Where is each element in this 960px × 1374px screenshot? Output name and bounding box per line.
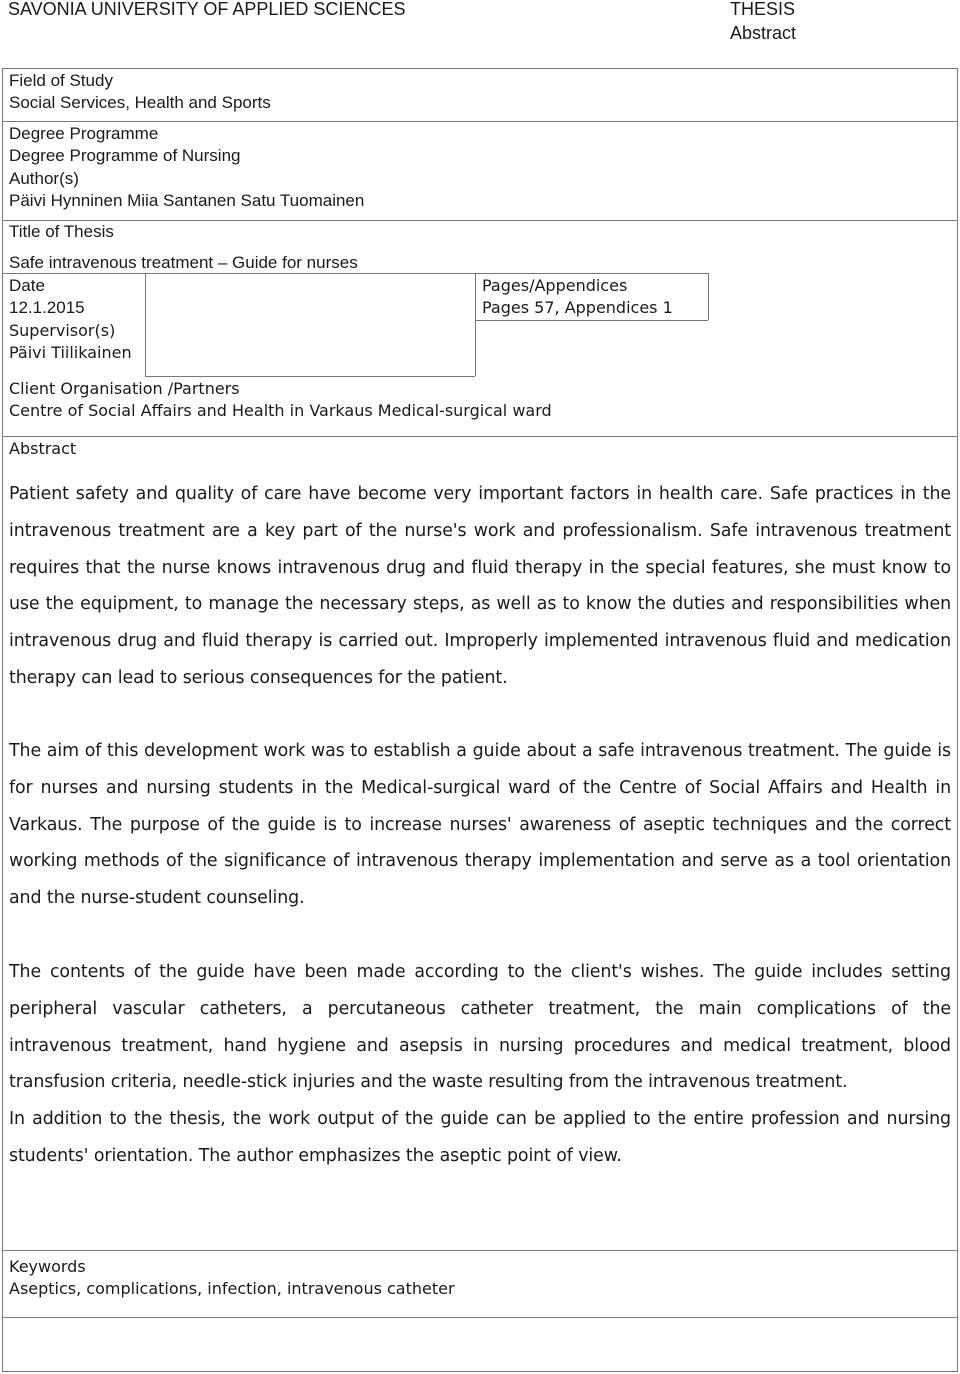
column-divider — [708, 273, 709, 320]
supervisor-value: Päivi Tiilikainen — [9, 343, 132, 362]
pages-label: Pages/Appendices — [482, 276, 628, 295]
date-value: 12.1.2015 — [9, 298, 85, 317]
separator — [2, 1250, 958, 1251]
separator — [2, 1317, 958, 1318]
client-label: Client Organisation /Partners — [9, 379, 240, 398]
abstract-paragraph-2: The aim of this development work was to establish a guide about a safe intravenous treatment. The guide is for nurses and nursing students in the Medical-surgical ward of the Centre of Social Affairs and Health in Varkaus. The purpose of the guide is to increase nurses' awareness of aseptic techniques and the correct working methods of the significance of intravenous therapy implementation and serve as a tool orientation and the nurse-student counseling. — [9, 741, 951, 909]
separator — [475, 320, 708, 321]
column-divider — [475, 273, 476, 376]
separator — [2, 436, 958, 437]
field-of-study-label: Field of Study — [9, 71, 113, 90]
thesis-title-value: Safe intravenous treatment – Guide for nurses — [9, 253, 358, 272]
pages-value: Pages 57, Appendices 1 — [482, 298, 673, 317]
authors-value: Päivi Hynninen Miia Santanen Satu Tuomainen — [9, 191, 365, 210]
supervisor-label: Supervisor(s) — [9, 321, 116, 340]
abstract-paragraph-1: Patient safety and quality of care have become very important factors in health care. Safe practices in the intravenous treatment are a key part of the nurse's work and professionalism. Safe intravenous treatment requires that the nurse knows intravenous drug and fluid therapy in the special features, she must know to use the equipment, to manage the necessary steps, as well as to know the duties and responsibilities when intravenous drug and fluid therapy is carried out. Improperly implemented intravenous fluid and medication therapy can lead to serious consequences for the patient. — [9, 484, 951, 688]
abstract-paragraph-3: The contents of the guide have been made according to the client's wishes. The guide includes setting peripheral vascular catheters, a percutaneous catheter treatment, the main complications of the intravenous treatment, hand hygiene and asepsis in nursing procedures and medical treatment, blood transfusion criteria, needle-stick injuries and the waste resulting from the intravenous treatment. — [9, 962, 951, 1093]
doc-type: THESIS — [730, 0, 796, 19]
separator — [2, 220, 958, 221]
institution-name: SAVONIA UNIVERSITY OF APPLIED SCIENCES — [8, 0, 406, 19]
authors-label: Author(s) — [9, 169, 79, 188]
separator — [2, 121, 958, 122]
client-value: Centre of Social Affairs and Health in Varkaus Medical-surgical ward — [9, 401, 552, 420]
date-label: Date — [9, 276, 45, 295]
abstract-label: Abstract — [9, 439, 77, 458]
keywords-label: Keywords — [9, 1257, 86, 1276]
separator — [145, 376, 475, 377]
doc-subtype: Abstract — [730, 23, 797, 43]
degree-programme-label: Degree Programme — [9, 124, 159, 143]
keywords-value: Aseptics, complications, infection, intravenous catheter — [9, 1279, 455, 1298]
degree-programme-value: Degree Programme of Nursing — [9, 146, 241, 165]
thesis-title-label: Title of Thesis — [9, 222, 114, 241]
field-of-study-value: Social Services, Health and Sports — [9, 93, 271, 112]
column-divider — [145, 273, 146, 376]
abstract-paragraph-4: In addition to the thesis, the work output of the guide can be applied to the entire profession and nursing students' orientation. The author emphasizes the aseptic point of view. — [9, 1109, 951, 1166]
